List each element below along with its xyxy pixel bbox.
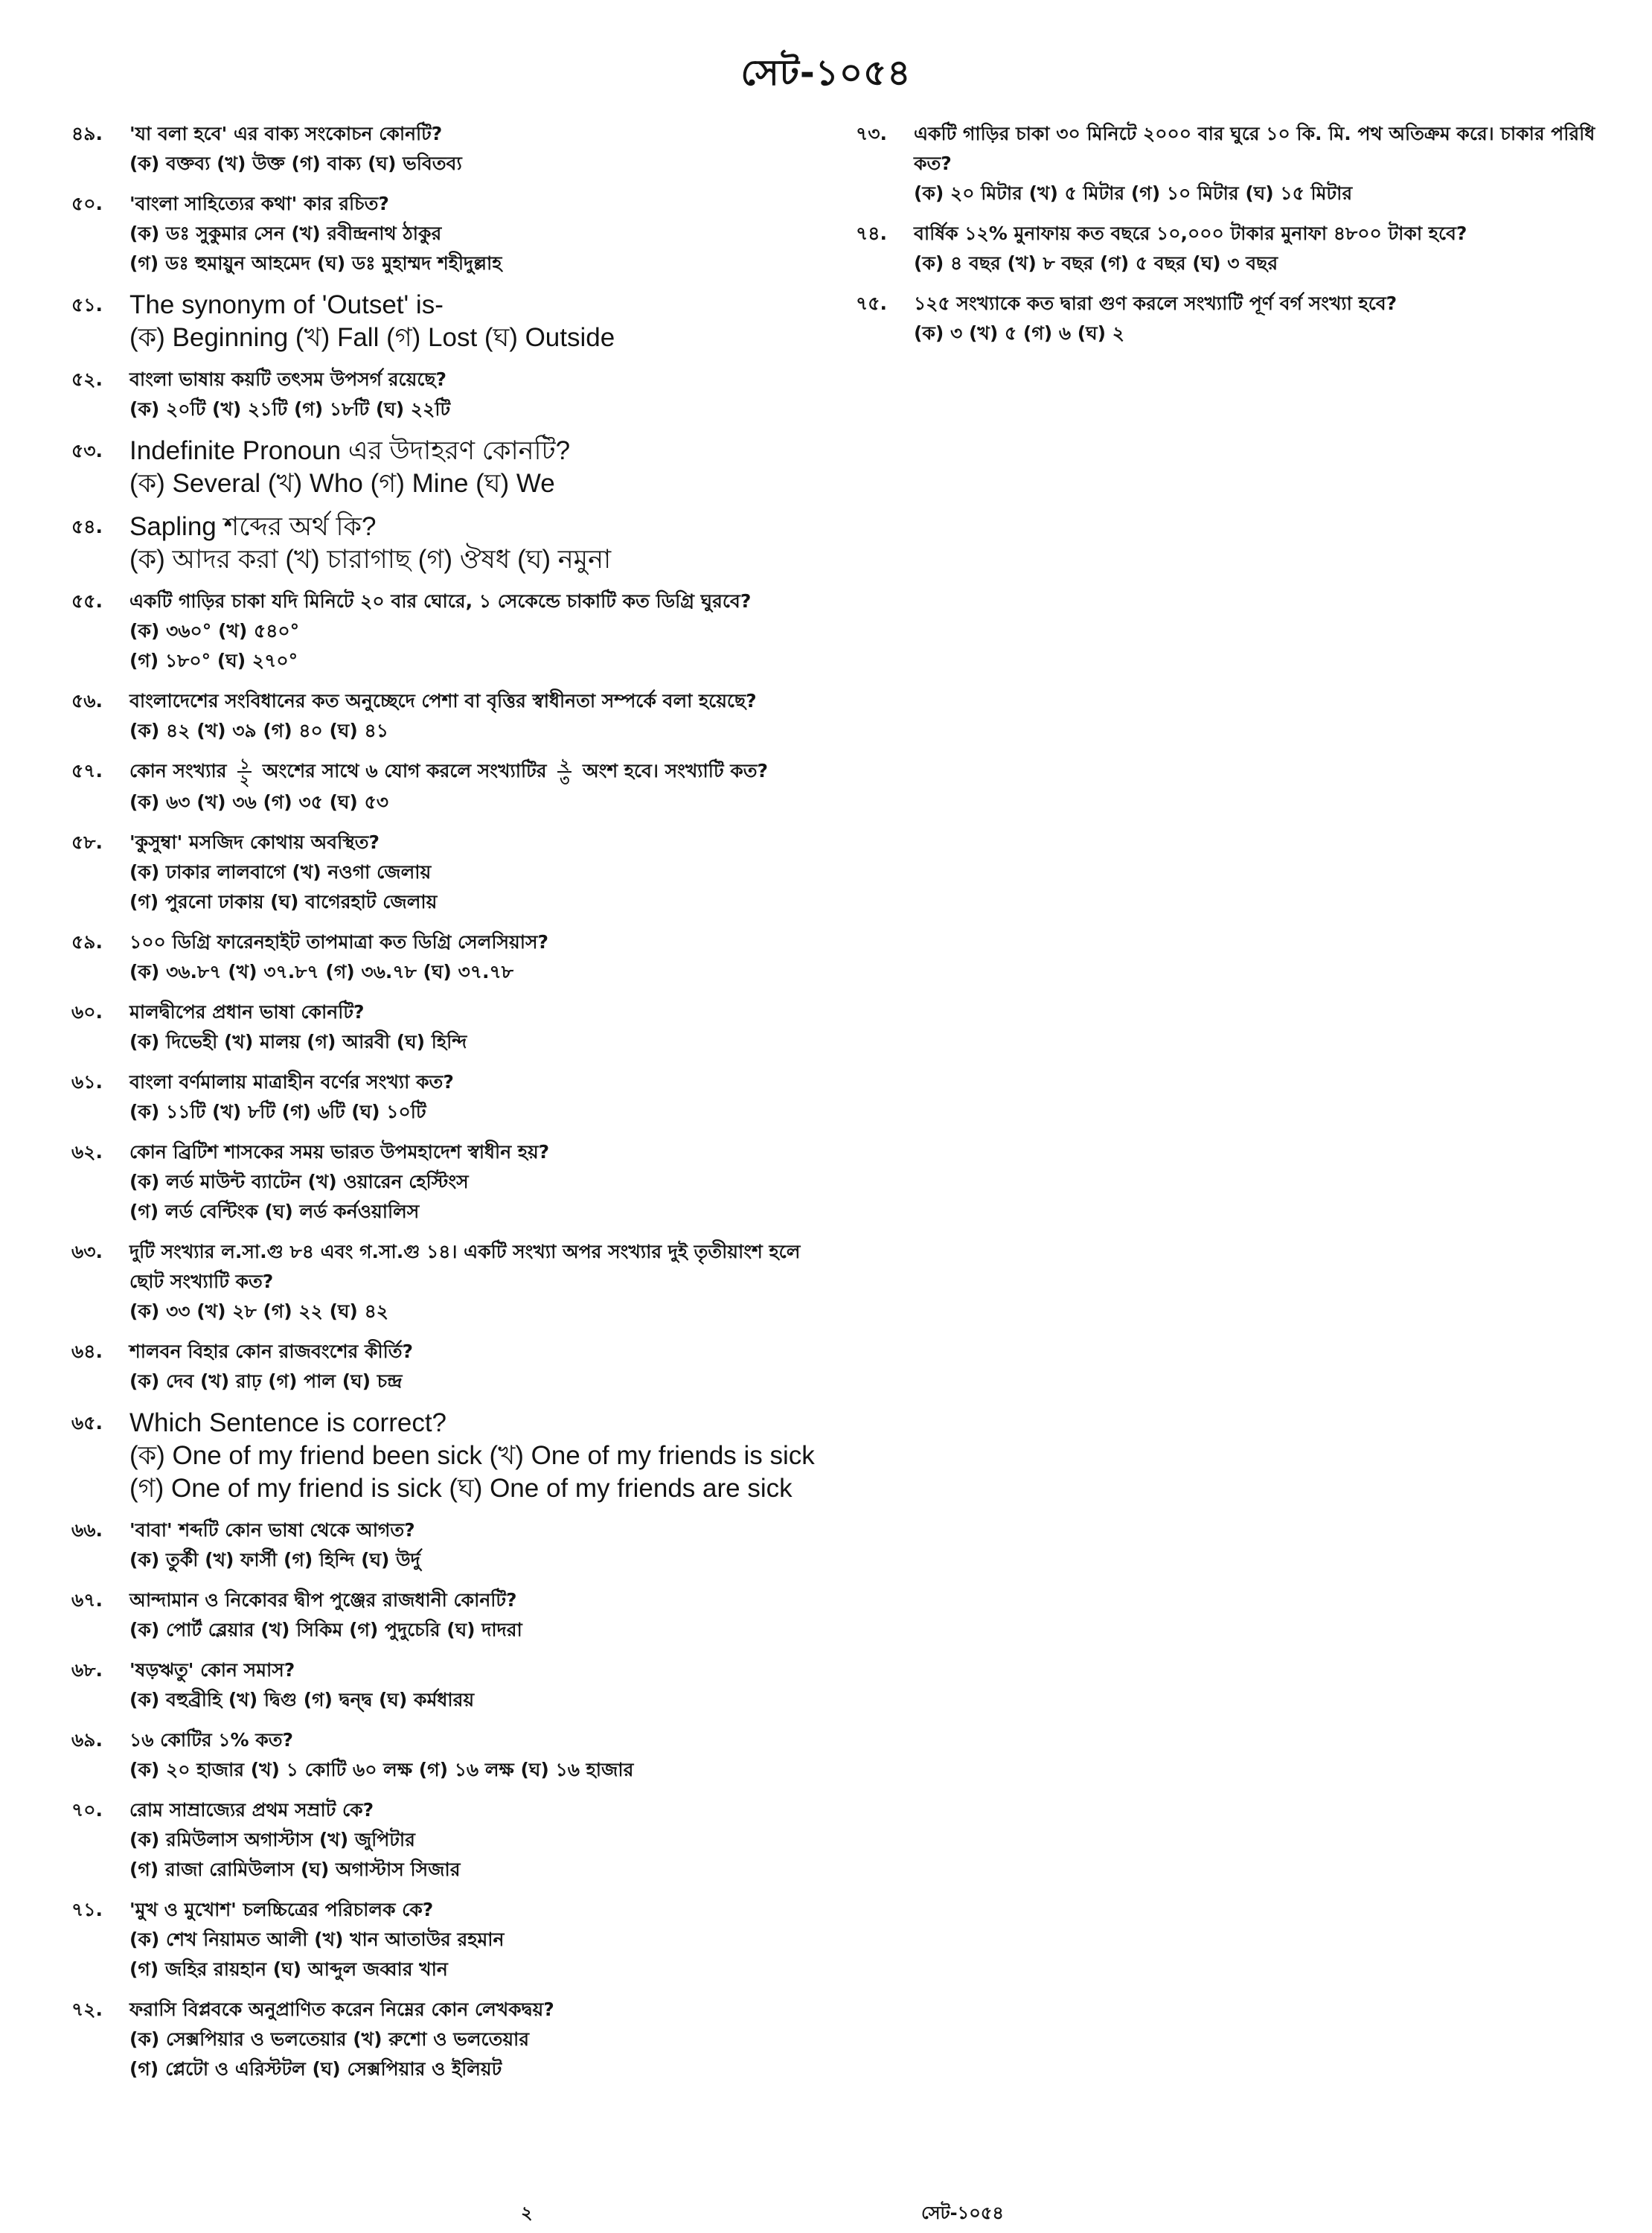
question-number: ৬৫. bbox=[71, 1412, 103, 1434]
options-line: (গ) জহির রায়হান (ঘ) আব্দুল জব্বার খান bbox=[129, 1958, 448, 1980]
options-line: (ক) ৪ বছর (খ) ৮ বছর (গ) ৫ বছর (ঘ) ৩ বছর bbox=[914, 252, 1278, 274]
options-line: (ক) শেখ নিয়ামত আলী (খ) খান আতাউর রহমান bbox=[129, 1929, 505, 1950]
question-64 bbox=[71, 1337, 838, 1396]
fraction bbox=[237, 756, 252, 788]
question-text: 'ষড়ঋতু' কোন সমাস? bbox=[129, 1659, 295, 1681]
fraction-denominator: ২ bbox=[240, 771, 250, 789]
options-line: (ক) ২০ হাজার (খ) ১ কোটি ৬০ লক্ষ (গ) ১৬ লক্ষ (ঘ) ১৬ হাজার bbox=[129, 1759, 634, 1780]
question-54 bbox=[71, 511, 838, 576]
question-number: ৬০. bbox=[71, 1001, 103, 1023]
fraction-numerator: ১ bbox=[237, 756, 252, 773]
options-line: (ক) Several (খ) Who (গ) Mine (ঘ) We bbox=[129, 469, 555, 498]
question-text-part: অংশ হবে। সংখ্যাটি কত? bbox=[582, 760, 769, 782]
question-text: Indefinite Pronoun এর উদাহরণ কোনটি? bbox=[129, 436, 571, 465]
page-title: সেট-১০৫৪ bbox=[740, 52, 912, 94]
options-line: (গ) One of my friend is sick (ঘ) One of my friends are sick bbox=[129, 1474, 793, 1503]
options-line: (ক) বহুব্রীহি (খ) দ্বিগু (গ) দ্বন্দ্ব (ঘ) কর্মধারয় bbox=[129, 1689, 475, 1710]
question-text: কোন ব্রিটিশ শাসকের সময় ভারত উপমহাদেশ স্বাধীন হয়? bbox=[129, 1141, 550, 1163]
question-number: ৬৮. bbox=[71, 1659, 103, 1681]
options-line: (ক) Beginning (খ) Fall (গ) Lost (ঘ) Outside bbox=[129, 323, 615, 352]
fraction-denominator: ৩ bbox=[560, 771, 570, 789]
question-number: ৭৫. bbox=[856, 293, 887, 314]
question-number: ৫৬. bbox=[71, 690, 103, 712]
question-number: ৬১. bbox=[71, 1071, 103, 1093]
question-62 bbox=[71, 1137, 838, 1227]
question-70 bbox=[71, 1795, 838, 1885]
question-text: দুটি সংখ্যার ল.সা.গু ৮৪ এবং গ.সা.গু ১৪। একটি সংখ্যা অপর সংখ্যার দুই তৃতীয়াংশ হলে ছোট সংখ্যাটি কত? bbox=[129, 1241, 801, 1292]
options-line: (ক) ১১টি (খ) ৮টি (গ) ৬টি (ঘ) ১০টি bbox=[129, 1101, 426, 1122]
question-number: ৭০. bbox=[71, 1799, 103, 1821]
question-number: ৫১. bbox=[71, 294, 103, 316]
options-line: (ক) দেব (খ) রাঢ় (গ) পাল (ঘ) চন্দ্র bbox=[129, 1370, 403, 1392]
left-column bbox=[71, 119, 838, 2095]
question-58 bbox=[71, 828, 838, 917]
question-number: ৬৭. bbox=[71, 1589, 103, 1611]
footer-set-label: সেট-১০৫৪ bbox=[921, 2202, 1004, 2223]
options-line: (ক) আদর করা (খ) চারাগাছ (গ) ঔষধ (ঘ) নমুনা bbox=[129, 545, 612, 574]
question-text: বাংলাদেশের সংবিধানের কত অনুচ্ছেদে পেশা বা বৃত্তির স্বাধীনতা সম্পর্কে বলা হয়েছে? bbox=[129, 690, 757, 712]
options-line: (ক) ৪২ (খ) ৩৯ (গ) ৪০ (ঘ) ৪১ bbox=[129, 720, 388, 741]
options-line: (ক) ঢাকার লালবাগে (খ) নওগা জেলায় bbox=[129, 861, 432, 883]
options-line: (গ) প্লেটো ও এরিস্টটল (ঘ) সেক্সপিয়ার ও ইলিয়ট bbox=[129, 2058, 502, 2080]
page-number: ২ bbox=[521, 2202, 533, 2223]
options-line: (ক) সেক্সপিয়ার ও ভলতেয়ার (খ) রুশো ও ভলতেয়ার bbox=[129, 2028, 530, 2050]
question-text bbox=[129, 756, 838, 788]
options-line: (ক) বক্তব্য (খ) উক্ত (গ) বাক্য (ঘ) ভবিতব্য bbox=[129, 153, 462, 174]
question-66 bbox=[71, 1515, 838, 1575]
options-line: (ক) ৬৩ (খ) ৩৬ (গ) ৩৫ (ঘ) ৫৩ bbox=[129, 791, 389, 813]
question-72 bbox=[71, 1995, 838, 2084]
question-number: ৫৪. bbox=[71, 516, 103, 537]
options-line: (গ) পুরনো ঢাকায় (ঘ) বাগেরহাট জেলায় bbox=[129, 891, 438, 913]
question-50 bbox=[71, 189, 838, 278]
question-text: একটি গাড়ির চাকা ৩০ মিনিটে ২০০০ বার ঘুরে ১০ কি. মি. পথ অতিক্রম করে। চাকার পরিধি কত? bbox=[914, 123, 1595, 174]
question-53 bbox=[71, 435, 838, 500]
question-text: মালদ্বীপের প্রধান ভাষা কোনটি? bbox=[129, 1001, 365, 1023]
question-text: 'যা বলা হবে' এর বাক্য সংকোচন কোনটি? bbox=[129, 123, 443, 144]
question-number: ৪৯. bbox=[71, 123, 103, 144]
question-text: Sapling শব্দের অর্থ কি? bbox=[129, 512, 377, 541]
question-56 bbox=[71, 686, 838, 746]
question-text: ১২৫ সংখ্যাকে কত দ্বারা গুণ করলে সংখ্যাটি পূর্ণ বর্গ সংখ্যা হবে? bbox=[914, 293, 1398, 314]
question-number: ৭১. bbox=[71, 1899, 103, 1920]
options-line: (ক) ডঃ সুকুমার সেন (খ) রবীন্দ্রনাথ ঠাকুর bbox=[129, 223, 442, 244]
options-line: (ক) দিভেহী (খ) মালয় (গ) আরবী (ঘ) হিন্দি bbox=[129, 1031, 467, 1052]
question-number: ৭৩. bbox=[856, 123, 888, 144]
question-49 bbox=[71, 119, 838, 179]
options-line: (গ) রাজা রোমিউলাস (ঘ) অগাস্টাস সিজার bbox=[129, 1859, 461, 1880]
options-line: (ক) পোর্ট ব্লেয়ার (খ) সিকিম (গ) পুদুচেরি (ঘ) দাদরা bbox=[129, 1619, 522, 1641]
options-line: (ক) লর্ড মাউন্ট ব্যাটেন (খ) ওয়ারেন হেস্টিংস bbox=[129, 1171, 469, 1192]
question-text: আন্দামান ও নিকোবর দ্বীপ পুঞ্জের রাজধানী কোনটি? bbox=[129, 1589, 517, 1611]
options-line: (ক) One of my friend been sick (খ) One of my friends is sick bbox=[129, 1441, 815, 1470]
question-number: ৫৮. bbox=[71, 831, 103, 853]
options-line: (ক) ৩৬.৮৭ (খ) ৩৭.৮৭ (গ) ৩৬.৭৮ (ঘ) ৩৭.৭৮ bbox=[129, 961, 514, 983]
options-line: (ক) ৩৬০° (খ) ৫৪০° bbox=[129, 620, 300, 642]
question-number: ৫৯. bbox=[71, 931, 103, 953]
question-number: ৬৩. bbox=[71, 1241, 103, 1262]
options-line: (গ) লর্ড বেন্টিংক (ঘ) লর্ড কর্নওয়ালিস bbox=[129, 1201, 420, 1222]
options-line: (ক) ২০ মিটার (খ) ৫ মিটার (গ) ১০ মিটার (ঘ) ১৫ মিটার bbox=[914, 182, 1353, 204]
question-text: বাংলা ভাষায় কয়টি তৎসম উপসর্গ রয়েছে? bbox=[129, 368, 447, 390]
question-number: ৫২. bbox=[71, 368, 103, 390]
question-text: ১৬ কোটির ১% কত? bbox=[129, 1729, 294, 1751]
options-line: (ক) ৩ (খ) ৫ (গ) ৬ (ঘ) ২ bbox=[914, 322, 1125, 344]
options-line: (গ) ১৮০° (ঘ) ২৭০° bbox=[129, 650, 298, 671]
question-69 bbox=[71, 1725, 838, 1785]
question-number: ৫৫. bbox=[71, 590, 103, 612]
options-line: (ক) রমিউলাস অগাস্টাস (খ) জুপিটার bbox=[129, 1829, 415, 1850]
question-52 bbox=[71, 365, 838, 424]
options-line: (ক) ২০টি (খ) ২১টি (গ) ১৮টি (ঘ) ২২টি bbox=[129, 398, 451, 420]
options-line: (ক) তুর্কী (খ) ফার্সী (গ) হিন্দি (ঘ) উর্দু bbox=[129, 1549, 420, 1571]
question-57 bbox=[71, 756, 838, 817]
question-number: ৭২. bbox=[71, 1999, 103, 2020]
question-61 bbox=[71, 1067, 838, 1127]
question-text: শালবন বিহার কোন রাজবংশের কীর্তি? bbox=[129, 1341, 414, 1362]
question-67 bbox=[71, 1585, 838, 1645]
question-65 bbox=[71, 1407, 838, 1505]
question-text: The synonym of 'Outset' is- bbox=[129, 290, 444, 319]
question-number: ৬৬. bbox=[71, 1519, 103, 1541]
question-text: ১০০ ডিগ্রি ফারেনহাইট তাপমাত্রা কত ডিগ্রি সেলসিয়াস? bbox=[129, 931, 548, 953]
question-text-part: অংশের সাথে ৬ যোগ করলে সংখ্যাটির bbox=[262, 760, 547, 782]
question-text: বাংলা বর্ণমালায় মাত্রাহীন বর্ণের সংখ্যা কত? bbox=[129, 1071, 454, 1093]
question-text: বার্ষিক ১২% মুনাফায় কত বছরে ১০,০০০ টাকার মুনাফা ৪৮০০ টাকা হবে? bbox=[914, 223, 1467, 244]
question-75 bbox=[856, 289, 1622, 348]
question-51 bbox=[71, 289, 838, 354]
options-line: (ক) ৩৩ (খ) ২৮ (গ) ২২ (ঘ) ৪২ bbox=[129, 1300, 389, 1322]
question-number: ৬৪. bbox=[71, 1341, 103, 1362]
question-text: একটি গাড়ির চাকা যদি মিনিটে ২০ বার ঘোরে, ১ সেকেন্ডে চাকাটি কত ডিগ্রি ঘুরবে? bbox=[129, 590, 752, 612]
question-number: ৭৪. bbox=[856, 223, 887, 244]
question-68 bbox=[71, 1655, 838, 1715]
question-text: 'বাবা' শব্দটি কোন ভাষা থেকে আগত? bbox=[129, 1519, 415, 1541]
question-63 bbox=[71, 1237, 838, 1326]
question-59 bbox=[71, 927, 838, 987]
question-number: ৫৩. bbox=[71, 440, 103, 461]
question-text: রোম সাম্রাজ্যের প্রথম সম্রাট কে? bbox=[129, 1799, 374, 1821]
question-60 bbox=[71, 997, 838, 1057]
question-text: 'মুখ ও মুখোশ' চলচ্চিত্রের পরিচালক কে? bbox=[129, 1899, 434, 1920]
fraction bbox=[557, 756, 572, 788]
right-column bbox=[856, 119, 1622, 359]
options-line: (গ) ডঃ হুমায়ুন আহমেদ (ঘ) ডঃ মুহাম্মদ শহীদুল্লাহ bbox=[129, 252, 502, 274]
question-text: ফরাসি বিপ্লবকে অনুপ্রাণিত করেন নিম্নের কোন লেখকদ্বয়? bbox=[129, 1999, 554, 2020]
question-74 bbox=[856, 219, 1622, 278]
question-73 bbox=[856, 119, 1622, 208]
question-text: Which Sentence is correct? bbox=[129, 1408, 447, 1437]
question-number: ৬৯. bbox=[71, 1729, 103, 1751]
question-number: ৬২. bbox=[71, 1141, 103, 1163]
question-71 bbox=[71, 1895, 838, 1984]
question-number: ৫০. bbox=[71, 193, 103, 214]
question-text: 'বাংলা সাহিত্যের কথা' কার রচিত? bbox=[129, 193, 389, 214]
question-text: 'কুসুম্বা' মসজিদ কোথায় অবস্থিত? bbox=[129, 831, 380, 853]
question-55 bbox=[71, 587, 838, 676]
fraction-numerator: ২ bbox=[557, 756, 572, 773]
question-number: ৫৭. bbox=[71, 760, 103, 782]
question-text-part: কোন সংখ্যার bbox=[129, 760, 227, 782]
